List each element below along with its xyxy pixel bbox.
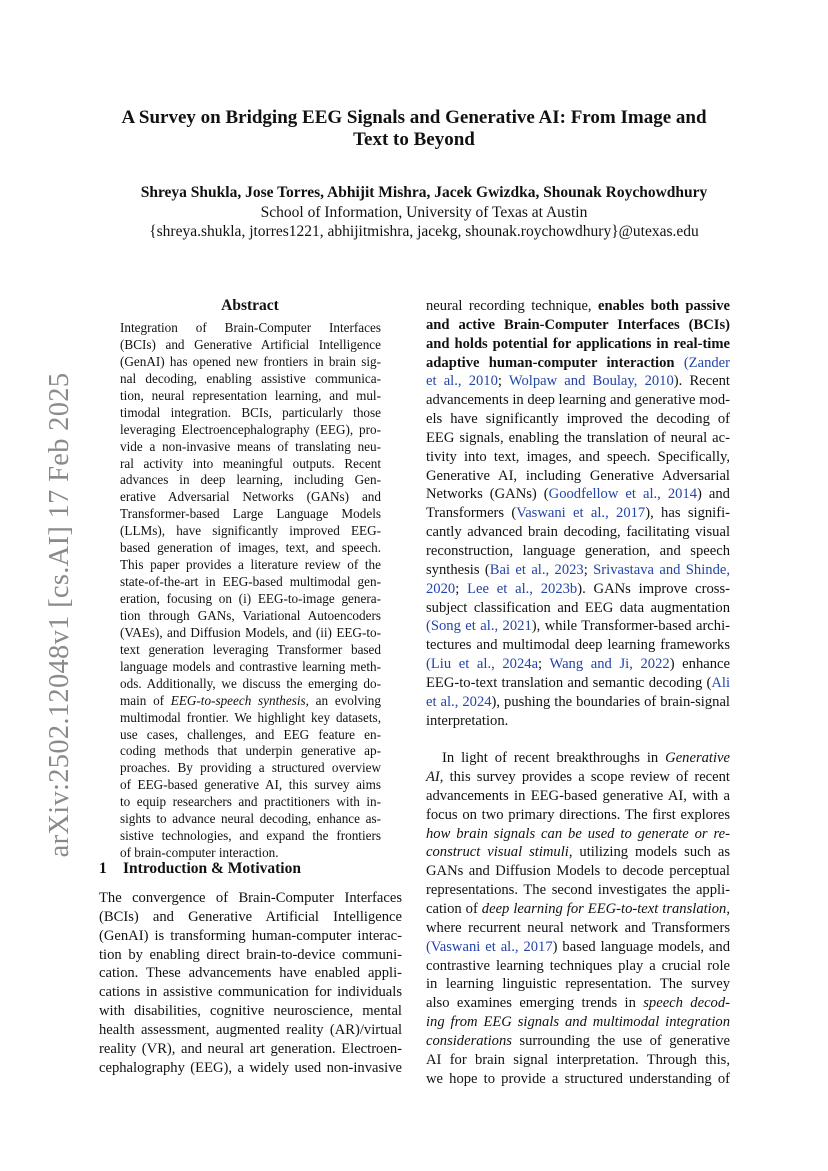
text-line: focus on two primary directions. The first explores <box>426 806 730 823</box>
citation-link[interactable]: (Zander <box>683 354 730 371</box>
text-line: advancements in EEG-based generative AI, with a <box>426 787 730 804</box>
abstract-line: tion through GANs, Variational Autoencoders <box>120 607 381 623</box>
text-line: cation of deep learning for EEG-to-text translation, <box>426 901 730 917</box>
text-line: Networks (GANs) (Goodfellow et al., 2014) and <box>426 486 730 503</box>
title-line-2: Text to Beyond <box>353 129 475 150</box>
citation-link[interactable]: Wolpaw and Boulay, 2010 <box>508 373 674 390</box>
citation-link[interactable]: (Vaswani et al., 2017 <box>426 938 553 955</box>
text-line: representations. The second investigates the appli- <box>426 882 730 899</box>
abstract-line: coding methods that underpin generative ap- <box>120 743 381 759</box>
intro-left-column <box>99 889 402 1077</box>
intro-right-column <box>426 297 730 1088</box>
text-line: et al., 2024), pushing the boundaries of brain-signal <box>426 693 730 710</box>
arxiv-identifier: arXiv:2502.12048v1 [cs.AI] 17 Feb 2025 <box>44 372 75 858</box>
citation-link[interactable]: Ali <box>711 674 730 691</box>
abstract-line: tion, neural representation learning, and mul- <box>120 387 381 403</box>
text-line: reality (VR), and neural art generation. Electroen- <box>99 1040 402 1057</box>
author-emails: {shreya.shukla, jtorres1221, abhijitmishra, jacekg, shounak.roychowdhury}@utexas.edu <box>149 223 699 240</box>
abstract-line: timodal integration. BCIs, particularly those <box>120 404 381 420</box>
title-line-1: A Survey on Bridging EEG Signals and Generative AI: From Image and <box>121 107 707 128</box>
text-line: ing from EEG signals and multimodal integration <box>426 1014 730 1031</box>
text-line: also examines emerging trends in speech decod- <box>426 995 730 1012</box>
text-line: adaptive human-computer interaction (Zander <box>426 354 730 371</box>
abstract-line: vide a non-invasive means of translating neu- <box>120 438 381 454</box>
text-line: considerations surrounding the use of generative <box>426 1032 730 1049</box>
text-line: and active Brain-Computer Interfaces (BCIs) <box>426 316 730 333</box>
abstract-line: based generation of images, text, and speech. <box>120 540 381 556</box>
citation-link[interactable]: Wang and Ji, 2022 <box>549 656 670 673</box>
abstract-line: multimodal frontier. We highlight key datasets, <box>120 709 381 725</box>
abstract-line: (GenAI) has opened new frontiers in brain sig- <box>120 353 381 369</box>
citation-link[interactable]: (Song et al., 2021 <box>426 618 532 635</box>
citation-link[interactable]: Srivastava and Shinde, <box>593 561 730 578</box>
text-line: 2020; Lee et al., 2023b). GANs improve cross- <box>426 580 730 597</box>
abstract-line: sights to advance neural decoding, enhance as- <box>120 811 381 827</box>
abstract-line: erative Adversarial Networks (GANs) and <box>120 489 381 505</box>
abstract-line: main of EEG-to-speech synthesis, an evolving <box>120 692 381 708</box>
text-line: contrastive learning techniques play a crucial role <box>426 957 730 974</box>
text-line: cephalography (EEG), a widely used non-invasive <box>99 1059 402 1076</box>
abstract-line: advances in deep learning, including Gen- <box>120 472 381 488</box>
abstract-line: use cases, challenges, and EEG feature en- <box>120 726 381 742</box>
text-line: Transformers (Vaswani et al., 2017), has signifi- <box>426 505 730 522</box>
text-line: tivity into text, images, and speech. Specifically, <box>426 448 730 465</box>
text-line: (GenAI) is transforming human-computer interac- <box>99 927 402 944</box>
paper-title <box>100 107 728 151</box>
text-line: (Liu et al., 2024a; Wang and Ji, 2022) enhance <box>426 656 730 673</box>
text-line: cantly advanced brain decoding, facilitating visual <box>426 524 730 541</box>
abstract-line: This paper provides a literature review of the <box>120 557 381 573</box>
text-line: GANs and Diffusion Models to decode perceptual <box>426 863 730 880</box>
text-line: we hope to provide a structured understanding of <box>426 1070 730 1087</box>
text-line: Generative AI, including Generative Adversarial <box>426 467 730 484</box>
citation-link[interactable]: (Liu et al., 2024a <box>426 656 539 673</box>
text-line: cations in assistive communication for individuals <box>99 984 402 1001</box>
text-line: In light of recent breakthroughs in Generative <box>442 750 730 767</box>
abstract-line: eration, focusing on (i) EEG-to-image genera- <box>120 591 381 606</box>
abstract-line: Transformer-based Large Language Models <box>120 506 381 522</box>
abstract-line: (BCIs) and Generative Artificial Intelligence <box>120 336 381 352</box>
text-line: EEG-to-text translation and semantic decoding (Ali <box>426 674 730 691</box>
abstract-line: state-of-the-art in EEG-based multimodal gen- <box>120 574 381 590</box>
text-line: advancements in deep learning and generative mod- <box>426 392 730 409</box>
abstract-line: of EEG-based generative AI, this survey aims <box>120 777 381 793</box>
abstract-body <box>120 320 381 862</box>
text-line: (BCIs) and Generative Artificial Intelligence <box>99 908 402 925</box>
abstract-line: ods. Additionally, we discuss the emerging do- <box>120 675 381 691</box>
text-line: and holds potential for applications in real-time <box>426 335 730 352</box>
abstract-line: to equip researchers and practitioners with in- <box>120 794 381 810</box>
text-line: The convergence of Brain-Computer Interfaces <box>99 890 402 906</box>
text-line: EEG signals, enabling the translation of neural ac- <box>426 429 730 446</box>
citation-link[interactable]: Vaswani et al., 2017 <box>516 505 646 522</box>
text-line: subject classification and EEG data augmentation <box>426 599 730 616</box>
citation-link[interactable]: Bai et al., 2023 <box>489 561 584 578</box>
affiliation: School of Information, University of Texas at Austin <box>260 204 588 221</box>
abstract-line: (VAEs), and Diffusion Models, and (ii) EEG-to- <box>120 624 381 640</box>
abstract-heading: Abstract <box>221 297 279 314</box>
citation-link[interactable]: et al., 2010 <box>426 373 498 390</box>
text-line: health assessment, augmented reality (AR)/virtual <box>99 1021 402 1038</box>
text-line: cation. These advancements have enabled appli- <box>99 965 402 982</box>
text-line: et al., 2010; Wolpaw and Boulay, 2010). Recent <box>426 373 730 390</box>
citation-link[interactable]: Lee et al., 2023b <box>467 580 578 597</box>
abstract-line: (LLMs), have significantly improved EEG- <box>120 523 381 539</box>
text-line: with disabilities, cognitive neuroscience, mental <box>99 1003 402 1020</box>
text-line: AI for brain signal interpretation. Through this, <box>426 1051 730 1068</box>
abstract-line: language models and contrastive learning meth- <box>120 658 381 674</box>
text-line: how brain signals can be used to generate or re- <box>426 825 730 842</box>
abstract-line: ral activity into meaningful outputs. Recent <box>120 455 381 471</box>
abstract-line: nal decoding, enabling assistive communica- <box>120 370 381 386</box>
section-number: 1 <box>99 860 107 877</box>
text-line: tectures and multimodal deep learning frameworks <box>426 637 730 654</box>
text-line: construct visual stimuli, utilizing models such as <box>426 844 730 861</box>
abstract-line: text generation leveraging Transformer based <box>120 641 381 657</box>
section-heading <box>99 860 301 878</box>
text-line: interpretation. <box>426 712 509 729</box>
abstract-line: leveraging Electroencephalography (EEG), pro- <box>120 421 381 437</box>
section-title: Introduction & Motivation <box>123 860 301 877</box>
text-line: synthesis (Bai et al., 2023; Srivastava and Shinde, <box>426 561 730 578</box>
abstract-line: sistive technologies, and expand the frontiers <box>120 828 381 844</box>
text-line: in learning linguistic representation. The survey <box>426 976 730 993</box>
author-list: Shreya Shukla, Jose Torres, Abhijit Mishra, Jacek Gwizdka, Shounak Roychowdhury <box>140 184 708 201</box>
text-line: els have significantly improved the decoding of <box>426 411 730 428</box>
citation-link[interactable]: Goodfellow et al., 2014 <box>548 486 698 503</box>
text-line: neural recording technique, enables both passive <box>426 298 731 314</box>
text-line: tion by enabling direct brain-to-device communi- <box>99 946 402 963</box>
text-line: AI, this survey provides a scope review of recent <box>426 769 730 786</box>
text-line: (Song et al., 2021), while Transformer-based archi- <box>426 618 730 635</box>
citation-link[interactable]: 2020 <box>426 580 456 597</box>
abstract-line: of brain-computer interaction. <box>120 845 279 861</box>
abstract-line: proaches. By providing a structured overview <box>120 760 381 776</box>
citation-link[interactable]: et al., 2024 <box>426 693 492 710</box>
text-line: where recurrent neural network and Transformers <box>426 919 730 936</box>
abstract-line: Integration of Brain-Computer Interfaces <box>120 320 381 335</box>
text-line: reconstruction, language generation, and speech <box>426 542 730 559</box>
text-line: (Vaswani et al., 2017) based language models, and <box>426 938 730 955</box>
